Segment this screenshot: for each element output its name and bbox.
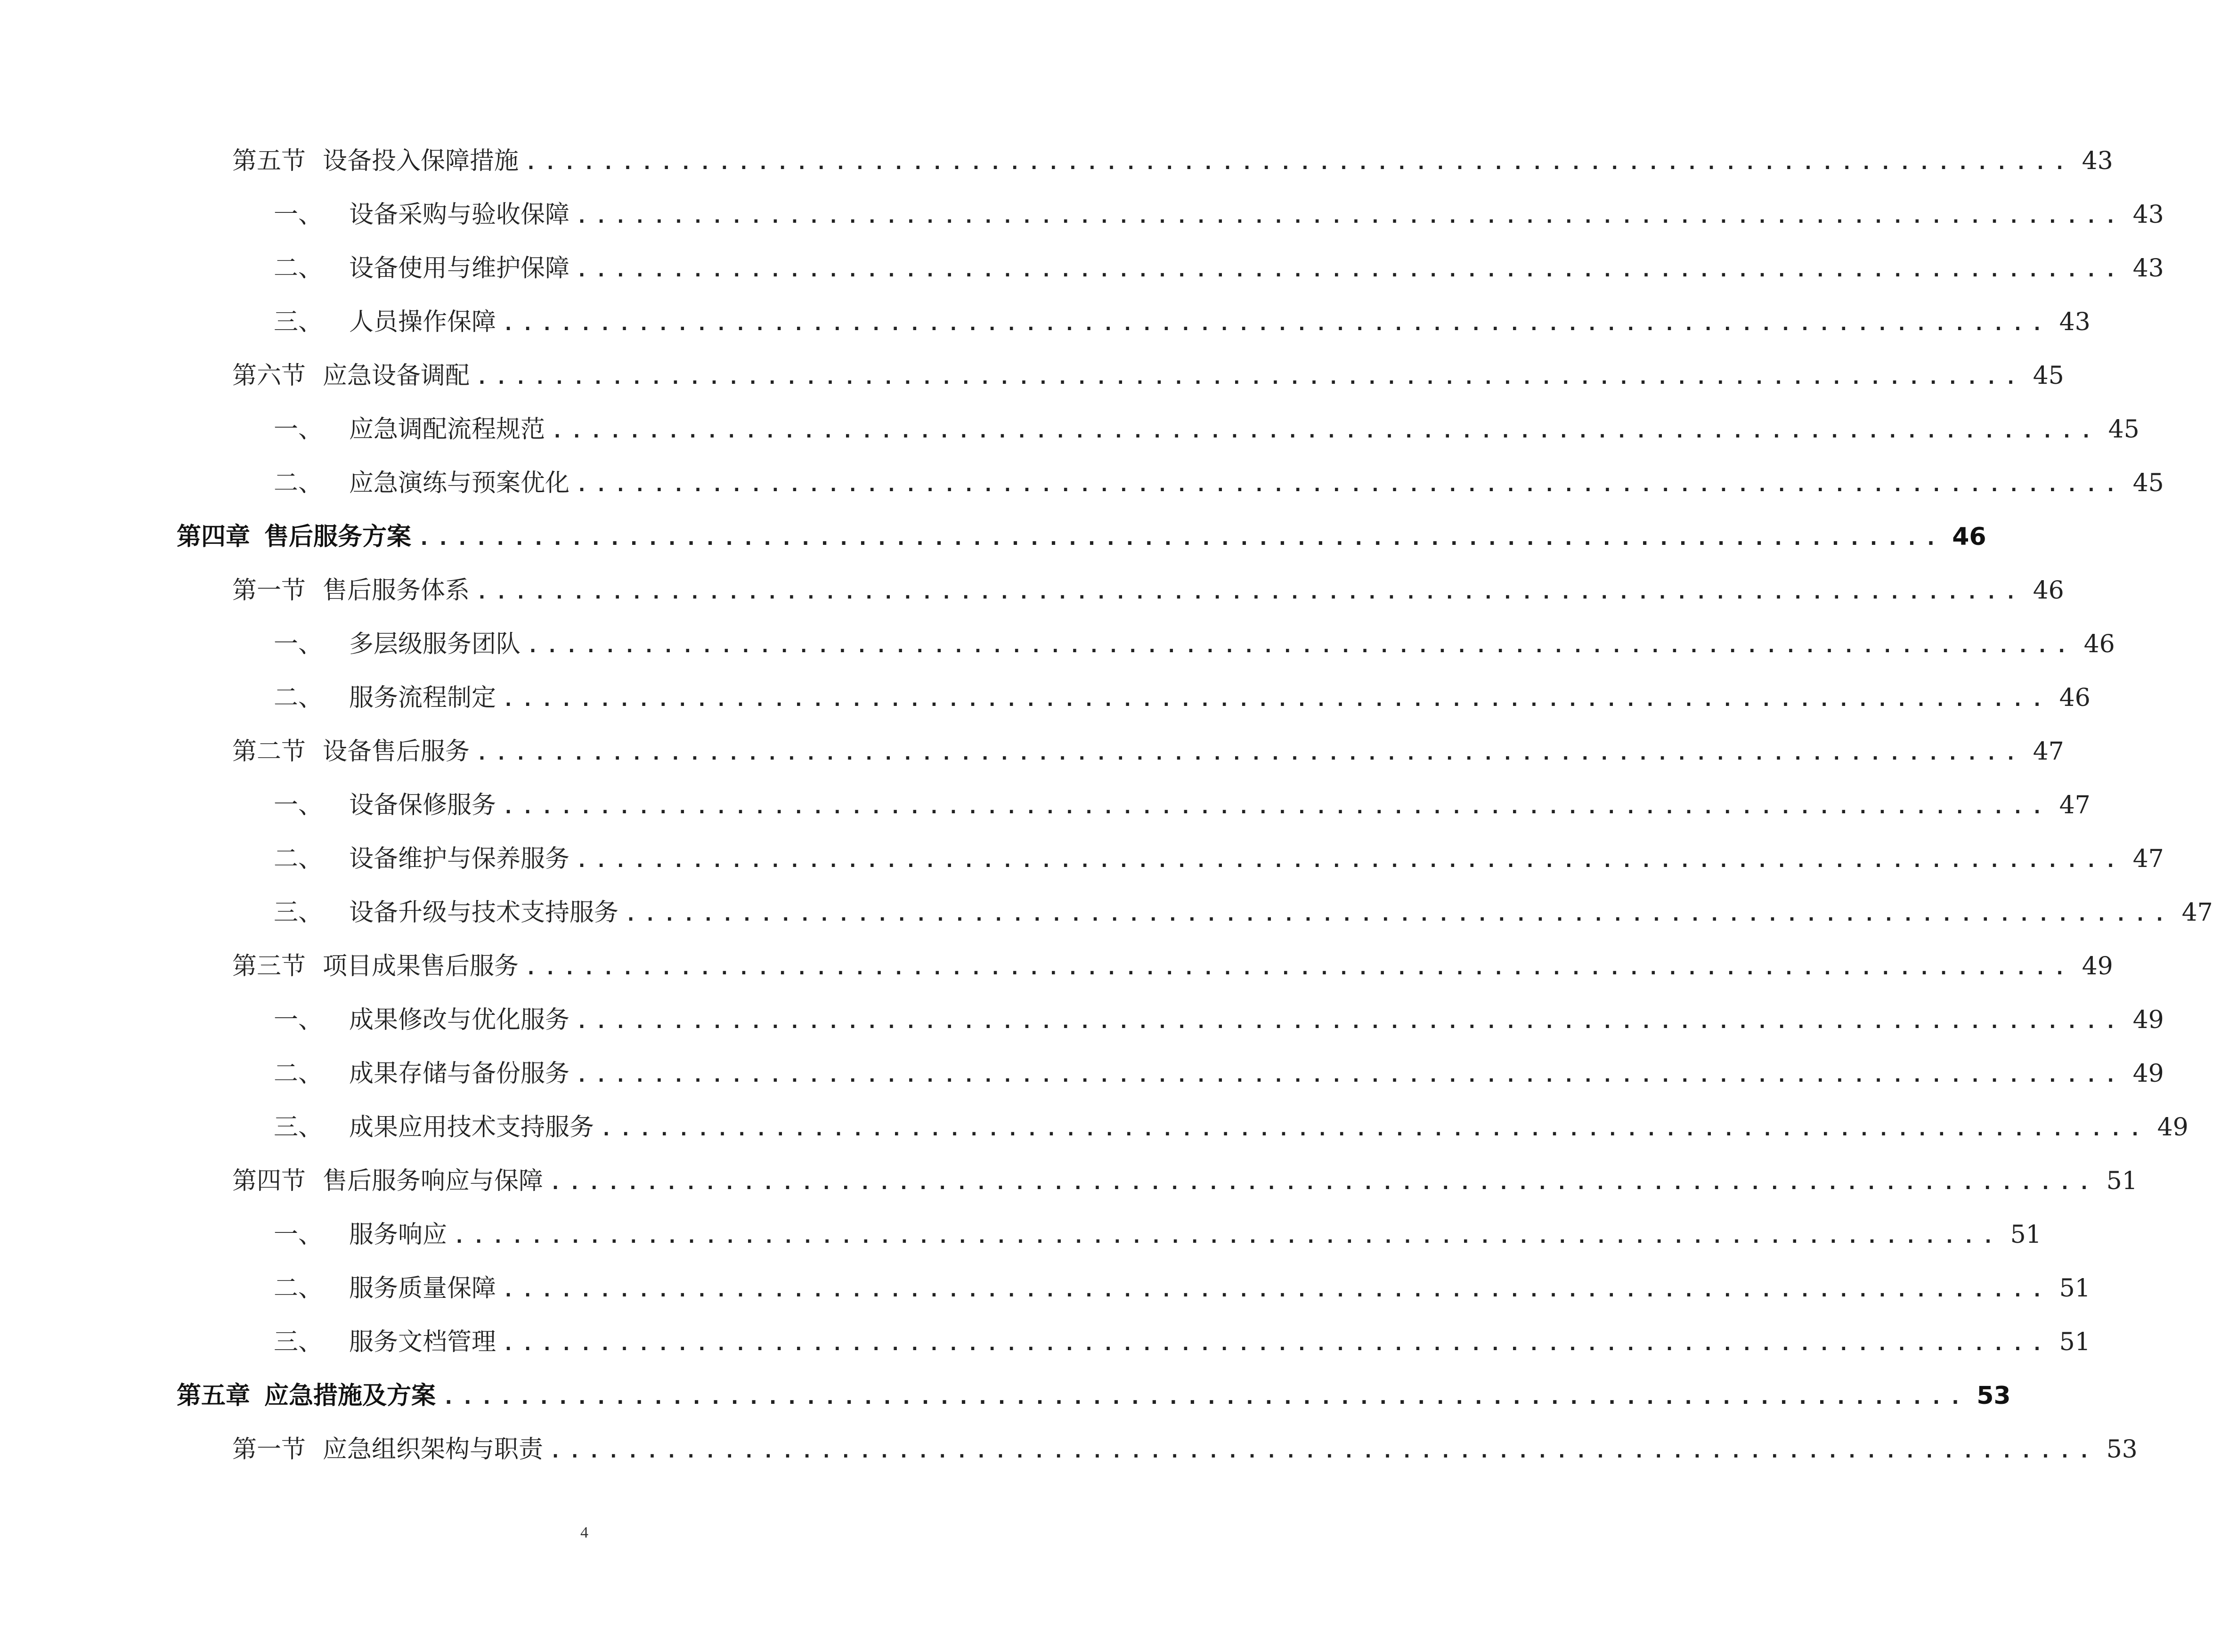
toc-entry-number: 三、 bbox=[274, 899, 323, 927]
toc-subsection-entry[interactable] bbox=[274, 625, 2115, 663]
toc-entry-number: 第一节 bbox=[232, 576, 306, 605]
toc-entry-title: 服务响应 bbox=[349, 1221, 447, 1249]
toc-entry-number: 二、 bbox=[274, 1060, 323, 1088]
toc-entry-number: 第四章 bbox=[177, 523, 251, 551]
toc-entry-number: 一、 bbox=[274, 1006, 323, 1034]
toc-entry-number: 第二节 bbox=[232, 737, 306, 766]
toc-entry-number: 二、 bbox=[274, 684, 323, 712]
toc-entry-page: 45 bbox=[2132, 469, 2164, 497]
toc-entry-title: 设备保修服务 bbox=[349, 791, 496, 819]
toc-entry-page: 49 bbox=[2082, 952, 2113, 980]
toc-section-entry[interactable] bbox=[232, 142, 2113, 180]
toc-dot-leader: ................................................................................ bbox=[476, 582, 2025, 603]
toc-dot-leader: ................................................................................ bbox=[576, 850, 2124, 872]
toc-dot-leader: ................................................................................ bbox=[418, 526, 1944, 550]
toc-section-entry[interactable] bbox=[232, 1431, 2138, 1468]
toc-entry-page: 51 bbox=[2059, 1328, 2091, 1356]
toc-entry-page: 46 bbox=[2059, 684, 2091, 712]
toc-chapter-entry[interactable] bbox=[177, 518, 1986, 556]
toc-dot-leader: ................................................................................ bbox=[503, 1333, 2051, 1355]
toc-section-entry[interactable] bbox=[232, 947, 2113, 985]
toc-section-entry[interactable] bbox=[232, 572, 2064, 609]
toc-entry-title: 服务质量保障 bbox=[349, 1274, 496, 1303]
toc-entry-title: 应急调配流程规范 bbox=[349, 415, 545, 444]
toc-entry-number: 三、 bbox=[274, 1113, 323, 1142]
toc-entry-number: 一、 bbox=[274, 630, 323, 658]
toc-dot-leader: ................................................................................ bbox=[576, 474, 2124, 496]
toc-entry-number: 第六节 bbox=[232, 362, 306, 390]
toc-subsection-entry[interactable] bbox=[274, 894, 2213, 931]
toc-entry-number: 一、 bbox=[274, 415, 323, 444]
toc-subsection-entry[interactable] bbox=[274, 411, 2140, 448]
toc-dot-leader: ................................................................................ bbox=[476, 367, 2025, 389]
toc-entry-title: 应急组织架构与职责 bbox=[323, 1435, 544, 1464]
toc-entry-title: 应急措施及方案 bbox=[264, 1382, 436, 1410]
toc-entry-title: 售后服务体系 bbox=[323, 576, 470, 605]
toc-dot-leader: ................................................................................ bbox=[552, 421, 2100, 442]
toc-dot-leader: ................................................................................ bbox=[550, 1172, 2098, 1194]
toc-dot-leader: ................................................................................ bbox=[576, 259, 2124, 281]
toc-subsection-entry[interactable] bbox=[274, 196, 2164, 234]
toc-entry-number: 二、 bbox=[274, 469, 323, 497]
toc-dot-leader: ................................................................................ bbox=[576, 1011, 2124, 1033]
toc-subsection-entry[interactable] bbox=[274, 464, 2164, 502]
toc-subsection-entry[interactable] bbox=[274, 1216, 2042, 1254]
toc-subsection-entry[interactable] bbox=[274, 679, 2091, 717]
toc-entry-title: 应急演练与预案优化 bbox=[349, 469, 570, 497]
toc-entry-page: 45 bbox=[2108, 415, 2140, 444]
toc-section-entry[interactable] bbox=[232, 733, 2064, 770]
toc-subsection-entry[interactable] bbox=[274, 1109, 2189, 1146]
toc-entry-title: 项目成果售后服务 bbox=[323, 952, 519, 980]
toc-dot-leader: ................................................................................ bbox=[576, 1065, 2124, 1086]
toc-entry-number: 第一节 bbox=[232, 1435, 306, 1464]
toc-dot-leader: ................................................................................ bbox=[525, 957, 2074, 979]
toc-entry-page: 43 bbox=[2059, 308, 2091, 336]
toc-entry-number: 三、 bbox=[274, 1328, 323, 1356]
toc-entry-number: 一、 bbox=[274, 791, 323, 819]
toc-entry-number: 一、 bbox=[274, 201, 323, 229]
toc-dot-leader: ................................................................................ bbox=[503, 796, 2051, 818]
toc-dot-leader: ................................................................................ bbox=[550, 1441, 2098, 1462]
toc-subsection-entry[interactable] bbox=[274, 840, 2164, 878]
toc-entry-page: 47 bbox=[2059, 791, 2091, 819]
toc-subsection-entry[interactable] bbox=[274, 250, 2164, 287]
toc-entry-number: 一、 bbox=[274, 1221, 323, 1249]
toc-dot-leader: ................................................................................ bbox=[442, 1385, 1969, 1409]
toc-entry-number: 二、 bbox=[274, 1274, 323, 1303]
toc-entry-title: 应急设备调配 bbox=[323, 362, 470, 390]
toc-entry-number: 三、 bbox=[274, 308, 323, 336]
toc-entry-page: 51 bbox=[2106, 1167, 2138, 1195]
toc-entry-title: 成果存储与备份服务 bbox=[349, 1060, 570, 1088]
toc-entry-page: 46 bbox=[1952, 523, 1986, 551]
toc-subsection-entry[interactable] bbox=[274, 303, 2091, 341]
toc-subsection-entry[interactable] bbox=[274, 1323, 2091, 1361]
toc-entry-number: 第五章 bbox=[177, 1382, 251, 1410]
toc-entry-page: 49 bbox=[2157, 1113, 2189, 1142]
toc-subsection-entry[interactable] bbox=[274, 1001, 2164, 1039]
toc-entry-page: 53 bbox=[1977, 1382, 2011, 1410]
toc-entry-page: 53 bbox=[2106, 1435, 2138, 1464]
toc-entry-page: 47 bbox=[2181, 899, 2213, 927]
toc-entry-title: 成果修改与优化服务 bbox=[349, 1006, 570, 1034]
toc-entry-number: 二、 bbox=[274, 254, 323, 283]
toc-chapter-entry[interactable] bbox=[177, 1377, 2011, 1415]
toc-entry-page: 49 bbox=[2132, 1060, 2164, 1088]
toc-entry-page: 46 bbox=[2083, 630, 2115, 658]
toc-entry-page: 51 bbox=[2059, 1274, 2091, 1303]
toc-entry-title: 售后服务响应与保障 bbox=[323, 1167, 544, 1195]
toc-dot-leader: ................................................................................ bbox=[601, 1118, 2149, 1140]
toc-dot-leader: ................................................................................ bbox=[476, 743, 2025, 764]
toc-entry-page: 51 bbox=[2010, 1221, 2042, 1249]
toc-entry-page: 46 bbox=[2033, 576, 2064, 605]
toc-subsection-entry[interactable] bbox=[274, 1270, 2091, 1307]
toc-entry-title: 设备升级与技术支持服务 bbox=[349, 899, 619, 927]
toc-entry-page: 49 bbox=[2132, 1006, 2164, 1034]
toc-entry-title: 设备维护与保养服务 bbox=[349, 845, 570, 873]
toc-section-entry[interactable] bbox=[232, 1162, 2138, 1200]
toc-entry-page: 45 bbox=[2033, 362, 2064, 390]
toc-subsection-entry[interactable] bbox=[274, 1055, 2164, 1093]
toc-entry-title: 设备采购与验收保障 bbox=[349, 201, 570, 229]
toc-entry-title: 成果应用技术支持服务 bbox=[349, 1113, 594, 1142]
toc-entry-title: 售后服务方案 bbox=[264, 523, 412, 551]
toc-entry-title: 多层级服务团队 bbox=[349, 630, 521, 658]
toc-dot-leader: ................................................................................ bbox=[503, 689, 2051, 711]
toc-entry-title: 服务流程制定 bbox=[349, 684, 496, 712]
toc-entry-page: 47 bbox=[2033, 737, 2064, 766]
toc-entry-number: 第四节 bbox=[232, 1167, 306, 1195]
page-number: 4 bbox=[580, 1524, 588, 1541]
toc-entry-number: 二、 bbox=[274, 845, 323, 873]
toc-dot-leader: ................................................................................ bbox=[625, 904, 2173, 925]
toc-section-entry[interactable] bbox=[232, 357, 2064, 395]
toc-dot-leader: ................................................................................ bbox=[503, 313, 2051, 335]
toc-dot-leader: ................................................................................ bbox=[527, 635, 2075, 657]
toc-entry-page: 43 bbox=[2132, 254, 2164, 283]
toc-entry-title: 设备售后服务 bbox=[323, 737, 470, 766]
toc-entry-page: 43 bbox=[2082, 147, 2113, 175]
toc-entry-title: 设备投入保障措施 bbox=[323, 147, 519, 175]
toc-entry-title: 设备使用与维护保障 bbox=[349, 254, 570, 283]
toc-entry-page: 47 bbox=[2132, 845, 2164, 873]
toc-entry-title: 服务文档管理 bbox=[349, 1328, 496, 1356]
toc-entry-number: 第五节 bbox=[232, 147, 306, 175]
toc-dot-leader: ................................................................................ bbox=[576, 206, 2124, 227]
toc-entry-page: 43 bbox=[2132, 201, 2164, 229]
toc-dot-leader: ................................................................................ bbox=[525, 152, 2074, 174]
toc-dot-leader: ................................................................................ bbox=[454, 1226, 2002, 1247]
toc-entry-title: 人员操作保障 bbox=[349, 308, 496, 336]
toc-dot-leader: ................................................................................ bbox=[503, 1279, 2051, 1301]
toc-subsection-entry[interactable] bbox=[274, 786, 2091, 824]
toc-entry-number: 第三节 bbox=[232, 952, 306, 980]
